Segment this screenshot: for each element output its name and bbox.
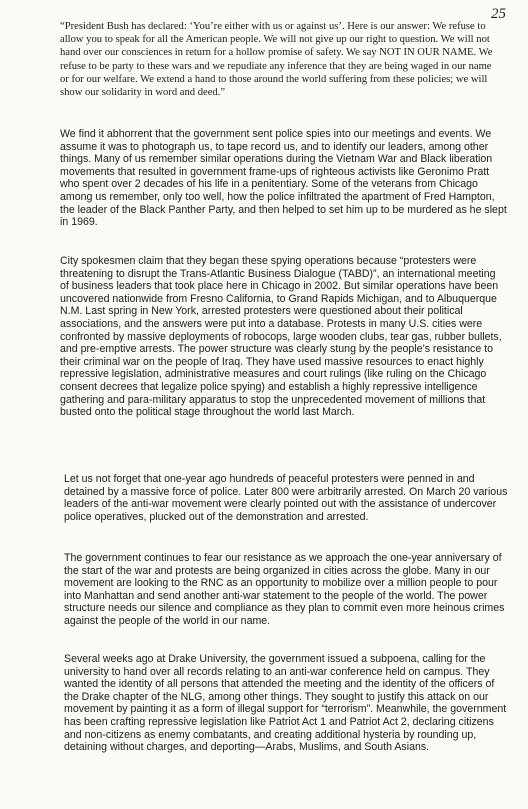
paragraph-drake-university: Several weeks ago at Drake University, the government issued a subpoena, calling for the university to hand over all records relating to an anti-war conference held on campus. They wanted the identity of all persons that attended the meeting and the identity of the officers of the Drake chapter of the NLG, among other things. They sought to justify this attack on our movement by painting it as a form of illegal support for “terrorism”. Meanwhile, the government has been crafting repressive legislation like Patriot Act 1 and Patriot Act 2, declaring citizens and non-citizens as enemy combatants, and creating additional hysteria by rounding up, detaining without charges, and deporting—Arabs, Muslims, and South Asians.	[64, 653, 507, 754]
opening-quote: “President Bush has declared: ‘You’re either with us or against us’. Here is our answer: We refuse to allow you to speak for all the American people. We will not give up our right to question. We will not hand over our consciences in return for a hollow promise of safety. We say NOT IN OUR NAME. We refuse to be party to these wars and we repudiate any inference that they are being waged in our name or for our welfare. We extend a hand to those around the world suffering from these policies; we will show our solidarity in word and deed.”	[60, 21, 493, 99]
paragraph-spying-operations: City spokesmen claim that they began these spying operations because “protesters were threatening to disrupt the Trans-Atlantic Business Dialogue (TABD)”, an international meeting of business leaders that took place here in Chicago in 2002. But similar operations have been uncovered nationwide from Fresno California, to Grand Rapids Michigan, and to Albuquerque N.M. Last spring in New York, arrested protesters were questioned about their political associations, and the answers were put into a database. Protests in many U.S. cities were confronted by massive deployments of robocops, large wooden clubs, tear gas, rubber bullets, and pre-emptive arrests. The power structure was clearly stung by the people’s resistance to their criminal war on the people of Iraq. They have used massive resources to enact highly repressive legislation, administrative measures and court rulings (like ruling on the Chicago consent decrees that legalize police spying) and establish a highly repressive intelligence gathering and para-military apparatus to stop the unprecedented movement of millions that busted onto the political stage throughout the world last March.	[60, 255, 502, 419]
paragraph-police-spies: We find it abhorrent that the government sent police spies into our meetings and events. We assume it was to photograph us, to tape record us, and to identify our leaders, among other things. Many of us remember similar operations during the Vietnam War and Black liberation movements that resulted in government frame-ups of righteous activists like Geronimo Pratt who spent over 2 decades of his life in a penitentiary. Some of the veterans from Chicago among us remember, only too well, how the police infiltrated the apartment of Fred Hampton, the leader of the Black Panther Party, and then helped to set him up to be murdered as he slept in 1969.	[60, 128, 507, 229]
page-number: 25	[491, 6, 506, 22]
paragraph-government-fear: The government continues to fear our resistance as we approach the one-year anniversary of the start of the war and protests are being organized in cities across the globe. Many in our movement are looking to the RNC as an opportunity to mobilize over a million people to pour into Manhattan and send another anti-war statement to the people of the world. The power structure needs our silence and compliance as they plan to commit even more heinous crimes against the people of the world in our name.	[64, 552, 505, 627]
paragraph-one-year-ago: Let us not forget that one-year ago hundreds of peaceful protesters were penned in and detained by a massive force of police. Later 800 were arbitrarily arrested. On March 20 various leaders of the anti-war movement were clearly pointed out with the assistance of undercover police operatives, plucked out of the demonstration and arrested.	[64, 473, 508, 523]
